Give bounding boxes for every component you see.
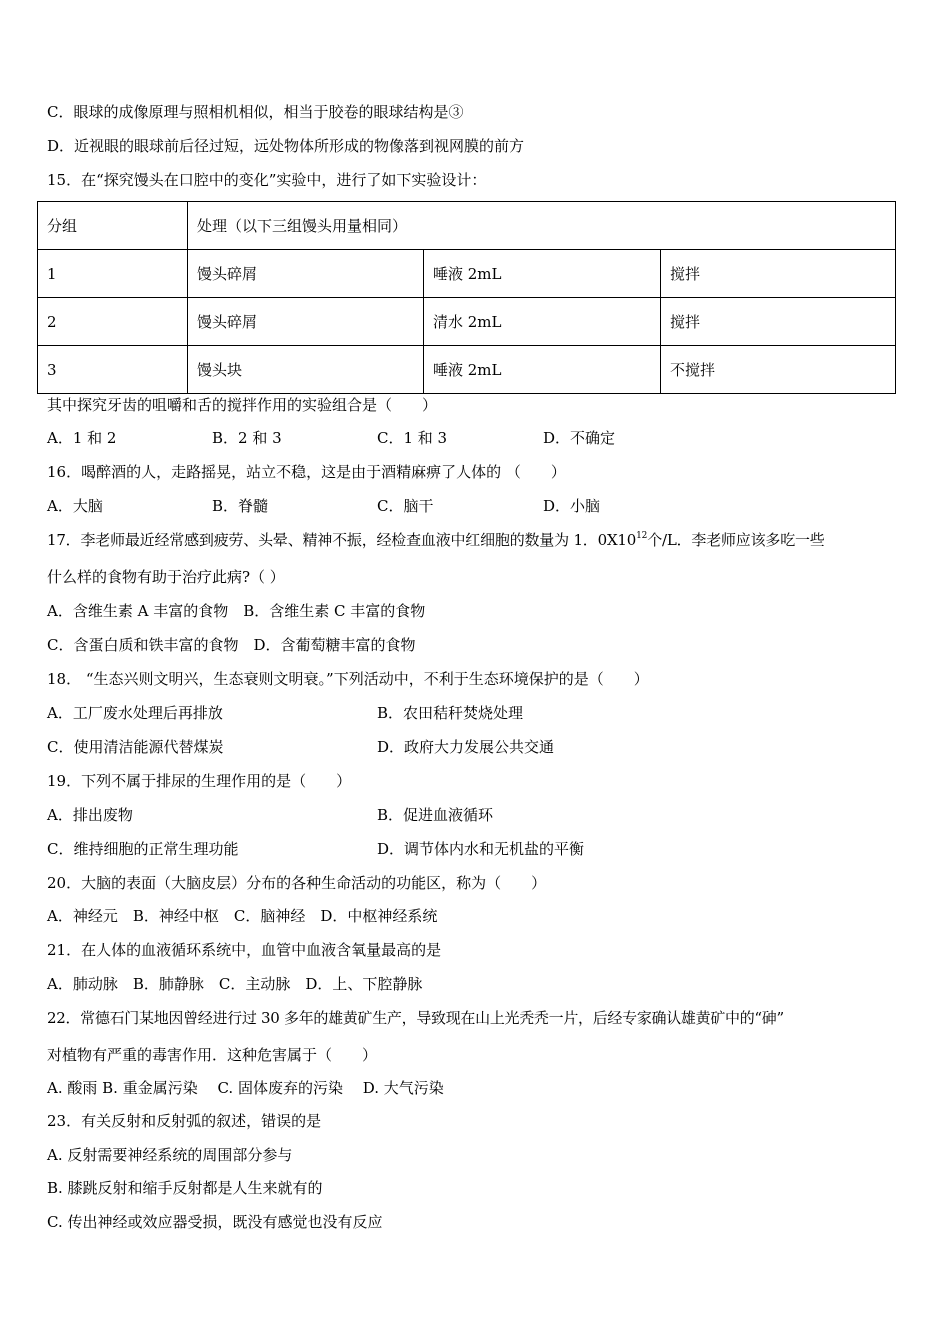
q22-stem: 22．常德石门某地因曾经进行过 30 多年的雄黄矿生产，导致现在山上光秃秃一片，后经专家确认雄黄矿中的“砷” — [47, 1009, 784, 1027]
table-cell: 搅拌 — [661, 250, 896, 298]
q16-stem: 16．喝醉酒的人，走路摇晃，站立不稳，这是由于酒精麻痹了人体的 （ ） — [47, 463, 566, 481]
table-header-row — [38, 202, 896, 250]
table-cell: 分组 — [38, 202, 188, 250]
q21-options: A．肺动脉 B．肺静脉 C．主动脉 D．上、下腔静脉 — [47, 975, 423, 993]
table-row — [38, 298, 896, 346]
q14-option-d: D．近视眼的眼球前后径过短，远处物体所形成的物像落到视网膜的前方 — [47, 137, 525, 155]
q17-stem-text: 17．李老师最近经常感到疲劳、头晕、精神不振，经检查血液中红细胞的数量为 1．0X10 — [47, 531, 637, 549]
q15-stem: 15．在“探究馒头在口腔中的变化”实验中，进行了如下实验设计： — [47, 171, 487, 189]
q18-option-b: B．农田秸秆焚烧处理 — [377, 704, 524, 722]
table-cell: 馒头碎屑 — [188, 298, 424, 346]
q20-stem: 20．大脑的表面（大脑皮层）分布的各种生命活动的功能区，称为（ ） — [47, 874, 547, 892]
q17-stem-cont: 什么样的食物有助于治疗此病?（ ） — [47, 568, 285, 586]
q16-option-a: A．大脑 — [47, 497, 103, 515]
q19-option-c: C．维持细胞的正常生理功能 — [47, 840, 239, 858]
q23-option-b: B. 膝跳反射和缩手反射都是人生来就有的 — [47, 1179, 323, 1197]
q17-stem-unit: 个/L．李老师应该多吃一些 — [647, 531, 825, 549]
q15-option-d: D．不确定 — [543, 429, 616, 447]
q23-option-c: C. 传出神经或效应器受损，既没有感觉也没有反应 — [47, 1213, 383, 1231]
q18-option-d: D．政府大力发展公共交通 — [377, 738, 555, 756]
q22-options: A. 酸雨 B. 重金属污染 C. 固体废弃的污染 D. 大气污染 — [47, 1079, 444, 1097]
q22-stem-cont: 对植物有严重的毒害作用．这种危害属于（ ） — [47, 1046, 378, 1064]
q15-question: 其中探究牙齿的咀嚼和舌的搅拌作用的实验组合是（ ） — [47, 396, 438, 414]
table-cell: 唾液 2mL — [424, 250, 661, 298]
table-cell: 馒头碎屑 — [188, 250, 424, 298]
table-cell: 2 — [38, 298, 188, 346]
q14-option-c: C．眼球的成像原理与照相机相似，相当于胶卷的眼球结构是③ — [47, 103, 464, 121]
q17-options-cd: C．含蛋白质和铁丰富的食物 D．含葡萄糖丰富的食物 — [47, 636, 416, 654]
q17-options-ab: A．含维生素 A 丰富的食物 B．含维生素 C 丰富的食物 — [47, 602, 426, 620]
q16-option-b: B．脊髓 — [212, 497, 269, 515]
table-row — [38, 346, 896, 394]
q17-exponent: 12 — [636, 531, 648, 541]
q17-stem — [47, 530, 825, 550]
q16-option-d: D．小脑 — [543, 497, 601, 515]
q23-option-a: A. 反射需要神经系统的周围部分参与 — [47, 1146, 293, 1164]
q23-stem: 23．有关反射和反射弧的叙述，错误的是 — [47, 1112, 322, 1130]
table-cell: 搅拌 — [661, 298, 896, 346]
q16-option-c: C．脑干 — [377, 497, 434, 515]
table-cell: 清水 2mL — [424, 298, 661, 346]
experiment-table — [37, 201, 896, 394]
q20-options: A．神经元 B．神经中枢 C．脑神经 D．中枢神经系统 — [47, 907, 438, 925]
q18-option-a: A．工厂废水处理后再排放 — [47, 704, 223, 722]
table-cell: 处理（以下三组馒头用量相同） — [188, 202, 896, 250]
q15-option-c: C．1 和 3 — [377, 429, 448, 447]
table-row — [38, 250, 896, 298]
table-cell: 馒头块 — [188, 346, 424, 394]
table-cell: 1 — [38, 250, 188, 298]
q15-option-a: A．1 和 2 — [47, 429, 117, 447]
table-cell: 3 — [38, 346, 188, 394]
q15-option-b: B．2 和 3 — [212, 429, 282, 447]
q19-option-d: D．调节体内水和无机盐的平衡 — [377, 840, 585, 858]
q19-option-a: A．排出废物 — [47, 806, 133, 824]
q19-stem: 19．下列不属于排尿的生理作用的是（ ） — [47, 772, 352, 790]
q18-option-c: C．使用清洁能源代替煤炭 — [47, 738, 224, 756]
table-cell: 不搅拌 — [661, 346, 896, 394]
q18-stem: 18． “生态兴则文明兴，生态衰则文明衰。”下列活动中，不利于生态环境保护的是（ ） — [47, 670, 649, 688]
q21-stem: 21．在人体的血液循环系统中，血管中血液含氧量最高的是 — [47, 941, 442, 959]
q19-option-b: B．促进血液循环 — [377, 806, 494, 824]
table-cell: 唾液 2mL — [424, 346, 661, 394]
